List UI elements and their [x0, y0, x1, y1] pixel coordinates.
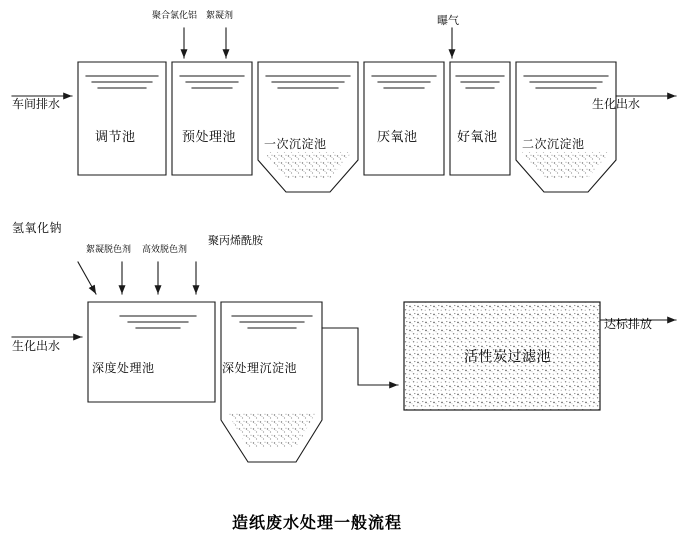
tank-label-pretreatment: 预处理池 [182, 130, 237, 145]
tank-label-aerobic: 好氧池 [457, 130, 498, 145]
row1-outlet-label: 生化出水 [592, 97, 641, 111]
tank-label-activated-carbon-filter: 活性炭过滤池 [464, 349, 551, 365]
dosing-label-high-eff-decolor: 高效脱色剂 [142, 245, 188, 255]
tank-label-secondary-sed: 二次沉淀池 [522, 137, 585, 151]
dosing-label-naoh: 氢氧化钠 [12, 221, 63, 235]
tank-label-primary-sed: 一次沉淀池 [264, 137, 327, 151]
tank-label-anaerobic: 厌氧池 [377, 130, 418, 145]
dosing-label-pam: 聚丙烯酰胺 [208, 234, 263, 247]
dosing-label-decolor-floc: 絮凝脱色剂 [86, 245, 132, 255]
tank-label-advanced-sed: 深处理沉淀池 [222, 361, 298, 375]
dosing-label-aeration: 曝气 [437, 14, 459, 27]
dosing-label-pac: 聚合氯化铝 [152, 11, 198, 21]
row2-outlet-label: 达标排放 [604, 317, 653, 331]
tank-label-advanced-treatment: 深度处理池 [92, 361, 155, 375]
dosing-label-flocculant: 絮凝剂 [206, 11, 234, 21]
row1-inlet-label: 车间排水 [12, 97, 61, 111]
tank-label-regulating: 调节池 [95, 130, 136, 145]
row2-inlet-label: 生化出水 [12, 339, 61, 353]
diagram-title: 造纸废水处理一般流程 [232, 513, 403, 532]
